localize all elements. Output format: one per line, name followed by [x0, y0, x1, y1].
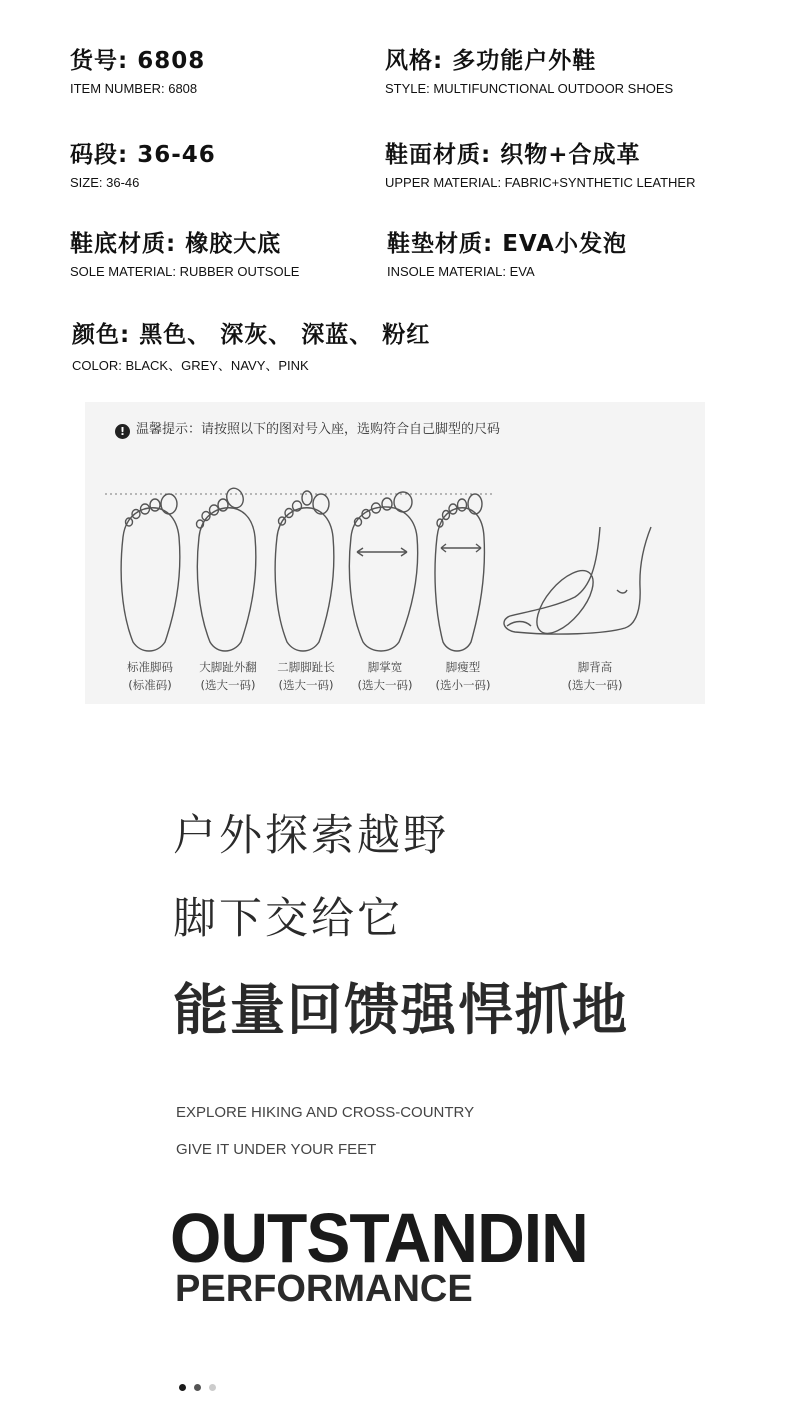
spec-label-en: SIZE: 36-46 [70, 175, 140, 190]
foot-standard-icon [121, 494, 180, 651]
spec-label-en: ITEM NUMBER: 6808 [70, 81, 198, 96]
spec-label-cn: 鞋垫材质: EVA小发泡 [387, 231, 627, 257]
foot-label-advice: (选大一码) [278, 678, 334, 692]
size-guide-panel [85, 402, 705, 704]
slogan-english-1: EXPLORE HIKING AND CROSS-COUNTRY [176, 1104, 475, 1121]
headline-subtitle: PERFORMANCE [175, 1268, 473, 1310]
spec-upper-material [385, 136, 696, 190]
foot-label-advice: (选大一码) [567, 678, 623, 692]
spec-label-en: SOLE MATERIAL: RUBBER OUTSOLE [70, 264, 300, 279]
foot-label-advice: (选大一码) [200, 678, 256, 692]
spec-item-number [70, 42, 205, 96]
spec-label-en: STYLE: MULTIFUNCTIONAL OUTDOOR SHOES [385, 81, 674, 96]
spec-sole-material [70, 225, 299, 279]
spec-label-cn: 风格: 多功能户外鞋 [385, 48, 597, 74]
carousel-dot[interactable] [194, 1384, 201, 1391]
foot-bunion-icon [197, 486, 256, 651]
slogan-english-2: GIVE IT UNDER YOUR FEET [176, 1141, 377, 1158]
spec-style [385, 42, 673, 96]
foot-slim-icon [435, 494, 484, 651]
foot-label-advice: (选大一码) [357, 678, 413, 692]
foot-label-bunion [199, 658, 257, 694]
spec-label-cn: 颜色: 黑色、 深灰、 深蓝、 粉红 [72, 322, 431, 348]
foot-label-name: 脚背高 [577, 660, 613, 674]
foot-wide-icon [349, 492, 417, 651]
foot-long-second-toe-icon [275, 491, 334, 651]
foot-label-wide [358, 658, 413, 694]
spec-label-en: UPPER MATERIAL: FABRIC+SYNTHETIC LEATHER [385, 175, 696, 190]
size-notice-text: 温馨提示：请按照以下的图对号入座，选购符合自己脚型的尺码 [136, 422, 501, 437]
spec-color [72, 316, 430, 374]
foot-label-slim [436, 658, 491, 694]
foot-label-advice: (标准码) [128, 678, 172, 692]
spec-size [70, 136, 216, 190]
spec-label-cn: 鞋底材质: 橡胶大底 [70, 231, 282, 257]
headline-title: OUTSTANDIN [170, 1199, 588, 1277]
spec-label-en: COLOR: BLACK、GREY、NAVY、PINK [72, 358, 309, 373]
spec-label-cn: 码段: 36-46 [70, 142, 216, 168]
foot-label-name: 大脚趾外翻 [199, 660, 257, 674]
carousel-dot[interactable] [179, 1384, 186, 1391]
spec-label-cn: 鞋面材质: 织物+合成革 [385, 142, 641, 168]
slogan-line-1: 户外探索越野 [173, 811, 449, 861]
slogan-line-2: 脚下交给它 [173, 894, 403, 944]
carousel-indicator [179, 1384, 216, 1391]
carousel-dot[interactable] [209, 1384, 216, 1391]
spec-label-cn: 货号: 6808 [70, 48, 206, 74]
exclamation-circle-icon: ! [115, 424, 130, 439]
foot-label-name: 脚瘦型 [445, 660, 481, 674]
foot-label-name: 二脚脚趾长 [277, 660, 335, 674]
foot-label-long-toe [277, 658, 335, 694]
slogan-line-3: 能量回馈强悍抓地 [173, 978, 630, 1042]
foot-label-high-instep [568, 658, 623, 694]
foot-label-standard [127, 658, 173, 694]
foot-high-instep-icon [504, 527, 651, 643]
foot-label-advice: (选小一码) [435, 678, 491, 692]
spec-label-en: INSOLE MATERIAL: EVA [387, 264, 535, 279]
foot-label-name: 标准脚码 [127, 660, 173, 674]
foot-label-name: 脚掌宽 [367, 660, 403, 674]
spec-insole-material [387, 225, 627, 279]
